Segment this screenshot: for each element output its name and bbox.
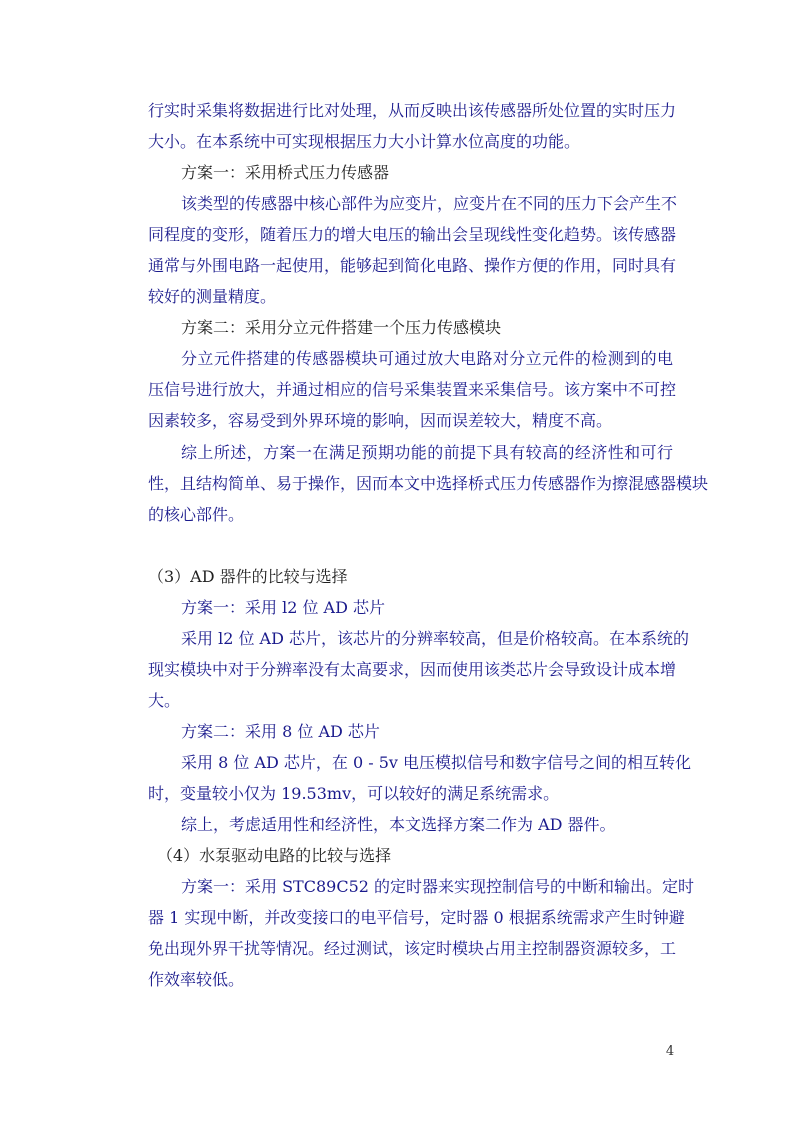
text-line: 大。 [148, 691, 181, 710]
text-line: 因素较多，容易受到外界环境的影响，因而误差较大，精度不高。 [148, 411, 613, 430]
text-line: 方案二：采用 8 位 AD 芯片 [181, 722, 380, 741]
text-line: 综上，考虑适用性和经济性，本文选择方案二作为 AD 器件。 [181, 815, 616, 834]
text-line: 同程度的变形，随着压力的增大电压的输出会呈现线性变化趋势。该传感器 [148, 225, 677, 244]
text-line: 该类型的传感器中核心部件为应变片，应变片在不同的压力下会产生不 [181, 194, 678, 213]
text-line: 作效率较低。 [148, 970, 245, 989]
text-line: 大小。在本系统中可实现根据压力大小计算水位高度的功能。 [148, 132, 581, 151]
text-line: 免出现外界干扰等情况。经过测试，该定时模块占用主控制器资源较多，工 [148, 939, 677, 958]
text-line: 方案一：采用 l2 位 AD 芯片 [181, 598, 386, 617]
text-line: 性，且结构简单、易于操作，因而本文中选择桥式压力传感器作为擦混感器模块 [148, 474, 709, 493]
text-line: 分立元件搭建的传感器模块可通过放大电路对分立元件的检测到的电 [181, 349, 673, 368]
text-line: 器 1 实现中断，并改变接口的电平信号，定时器 0 根据系统需求产生时钟避 [148, 908, 685, 927]
section-heading: （4）水泵驱动电路的比较与选择 [157, 846, 392, 865]
page-number: 4 [665, 1044, 675, 1059]
text-line: 综上所述，方案一在满足预期功能的前提下具有较高的经济性和可行 [181, 443, 673, 462]
text-line: 方案二：采用分立元件搭建一个压力传感模块 [181, 318, 502, 337]
text-line: 行实时采集将数据进行比对处理，从而反映出该传感器所处位置的实时压力 [148, 101, 677, 120]
text-line: 通常与外围电路一起使用，能够起到简化电路、操作方便的作用，同时具有 [148, 256, 677, 275]
text-line: 方案一：采用桥式压力传感器 [181, 163, 390, 182]
text-line: 方案一：采用 STC89C52 的定时器来实现控制信号的中断和输出。定时 [181, 877, 695, 896]
text-line: 时，变量较小仅为 19.53mv，可以较好的满足系统需求。 [148, 784, 560, 803]
text-line: 压信号进行放大，并通过相应的信号采集装置来采集信号。该方案中不可控 [148, 380, 677, 399]
text-line: 采用 8 位 AD 芯片，在 0 - 5v 电压模拟信号和数字信号之间的相互转化 [181, 753, 692, 772]
text-line: 的核心部件。 [148, 505, 245, 524]
text-line: 较好的测量精度。 [148, 287, 277, 306]
text-line: 现实模块中对于分辨率没有太高要求，因而使用该类芯片会导致设计成本增 [148, 660, 677, 679]
section-heading: （3）AD 器件的比较与选择 [148, 567, 348, 586]
text-line: 采用 l2 位 AD 芯片，该芯片的分辨率较高，但是价格较高。在本系统的 [181, 629, 690, 648]
